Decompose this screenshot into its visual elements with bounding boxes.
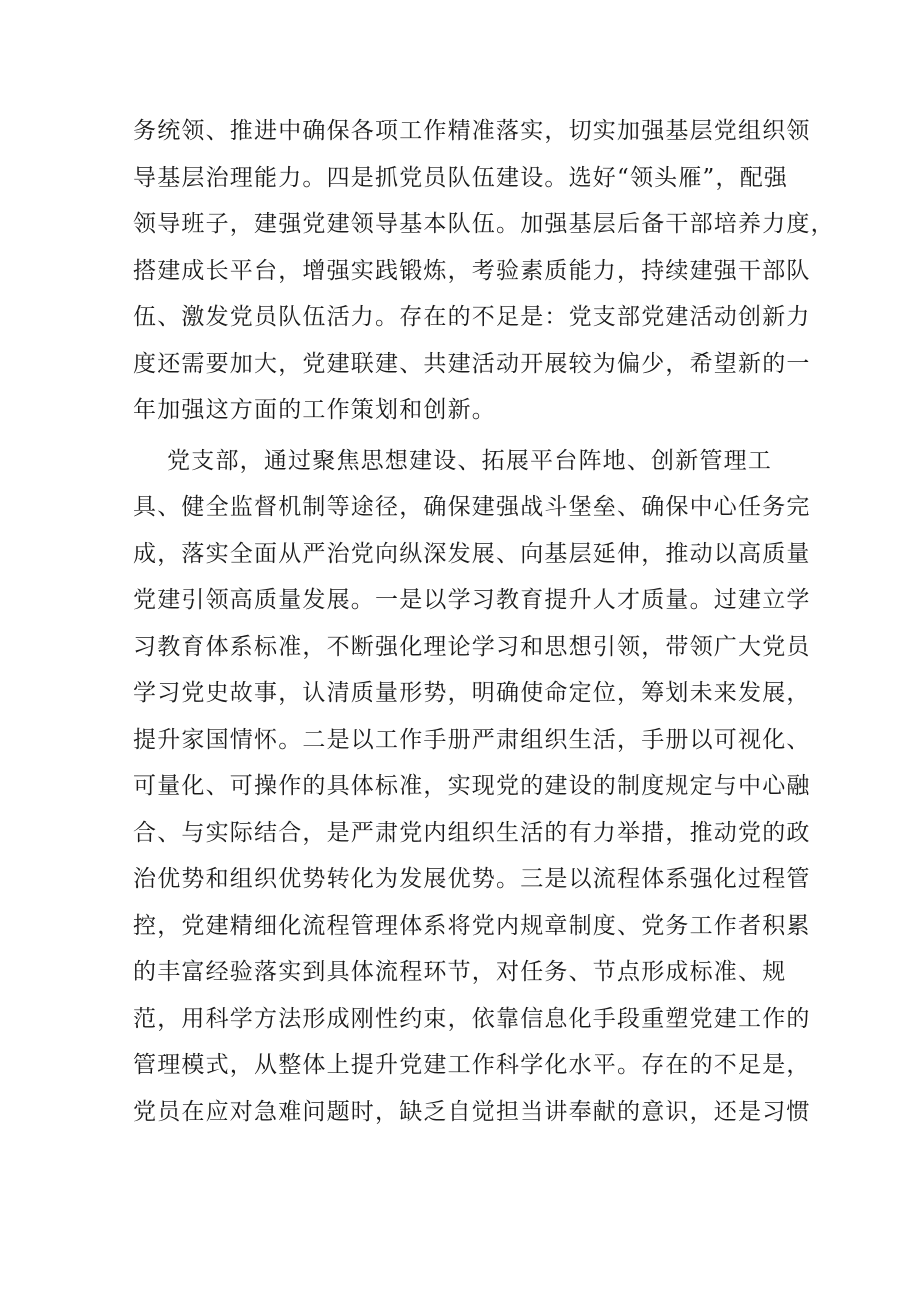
text-line: 学习党史故事，认清质量形势，明确使命定位，筹划未来发展， <box>133 680 811 706</box>
text-line: 年加强这方面的工作策划和创新。 <box>133 397 496 423</box>
body-text <box>133 108 835 1135</box>
text-line: 党员在应对急难问题时，缺乏自觉担当讲奉献的意识，还是习惯 <box>133 1098 811 1125</box>
text-line: 提升家国情怀。二是以工作手册严肃组织生活，手册以可视化、 <box>133 726 811 753</box>
text-line: 导基层治理能力。四是抓党员队伍建设。选好“领头雁”，配强 <box>133 164 789 191</box>
text-line: 治优势和组织优势转化为发展优势。三是以流程体系强化过程管 <box>133 866 811 892</box>
text-line: 成，落实全面从严治党向纵深发展、向基层延伸，推动以高质量 <box>133 540 811 567</box>
text-line: 伍、激发党员队伍活力。存在的不足是：党支部党建活动创新力 <box>133 304 811 330</box>
paragraph-start-line: 党支部，通过聚焦思想建设、拓展平台阵地、创新管理工 <box>133 447 773 474</box>
text-line: 具、健全监督机制等途径，确保建强战斗堡垒、确保中心任务完 <box>133 494 811 520</box>
text-line: 的丰富经验落实到具体流程环节，对任务、节点形成标准、规 <box>133 959 787 985</box>
text-line: 习教育体系标准，不断强化理论学习和思想引领，带领广大党员 <box>133 633 811 660</box>
text-line: 管理模式，从整体上提升党建工作科学化水平。存在的不足是， <box>133 1052 811 1078</box>
text-line: 务统领、推进中确保各项工作精准落实，切实加强基层党组织领 <box>133 118 811 144</box>
text-line: 合、与实际结合，是严肃党内组织生活的有力举措，推动党的政 <box>133 819 811 846</box>
text-line: 党建引领高质量发展。一是以学习教育提升人才质量。过建立学 <box>133 587 811 613</box>
text-line: 度还需要加大，党建联建、共建活动开展较为偏少，希望新的一 <box>133 350 811 377</box>
text-line: 领导班子，建强党建领导基本队伍。加强基层后备干部培养力度， <box>133 211 835 237</box>
text-line: 搭建成长平台，增强实践锻炼，考验素质能力，持续建强干部队 <box>133 257 811 284</box>
text-line: 范，用科学方法形成刚性约束，依靠信息化手段重塑党建工作的 <box>133 1005 811 1032</box>
text-line: 控，党建精细化流程管理体系将党内规章制度、党务工作者积累 <box>133 912 811 939</box>
text-line: 可量化、可操作的具体标准，实现党的建设的制度规定与中心融 <box>133 773 811 799</box>
